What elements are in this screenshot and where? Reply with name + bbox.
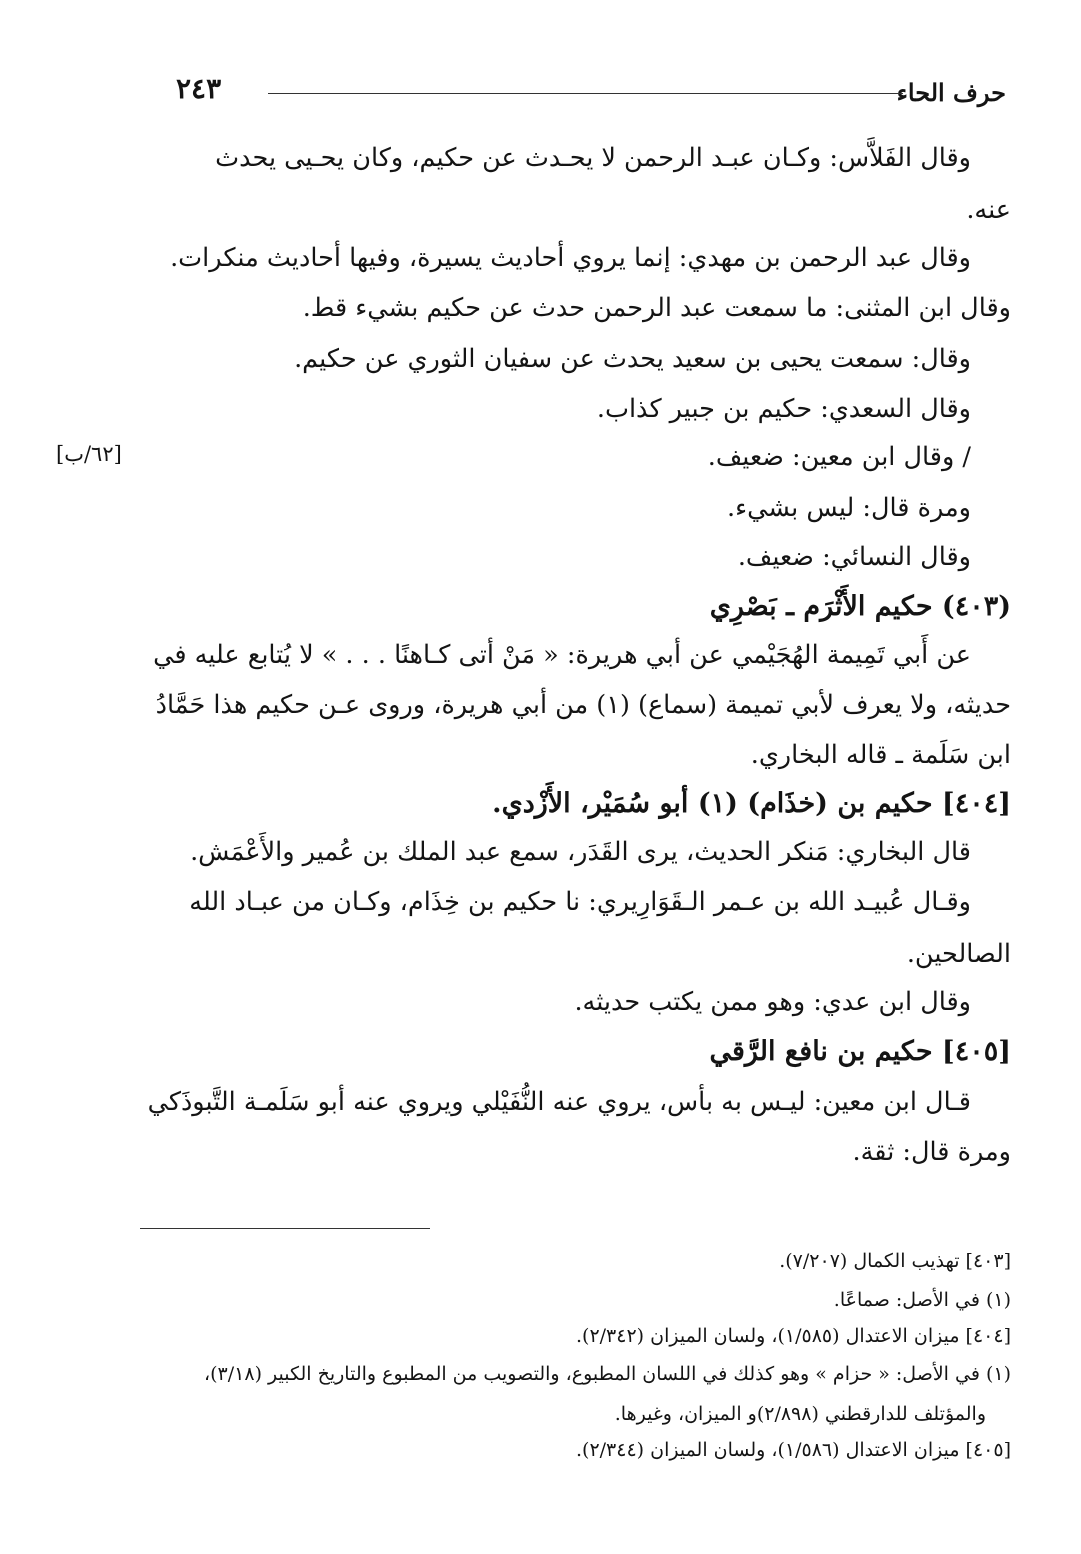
text-line: وقال الفَلاَّس: وكـان عبـد الرحمن لا يحـدث عن حكيم، وكان يحـيى يحدث (215, 143, 971, 173)
page-number: ٢٤٣ (176, 72, 222, 105)
text-line: ابن سَلَمة ـ قاله البخاري. (750, 740, 1011, 770)
entry-heading-404: [٤٠٤] حكيم بن (خذَام) (١) أبو سُمَيْر، الأَزْدي. (492, 788, 1011, 819)
entry-heading-405: [٤٠٥] حكيم بن نافع الرَّقي (709, 1036, 1011, 1067)
text-line: وقال النسائي: ضعيف. (737, 542, 971, 572)
text-line: الصالحين. (906, 939, 1011, 969)
footnote: [٤٠٥] ميزان الاعتدال (١/٥٨٦)، ولسان الميزان (٢/٣٤٤). (575, 1439, 1011, 1461)
text-line: قـال ابن معين: ليـس به بأس، يروي عنه النُّفَيْلي ويروي عنه أبو سَلَمـة التَّبوذَكي (147, 1087, 971, 1117)
footnote: والمؤتلف للدارقطني (٢/٨٩٨)و الميزان، وغيرها. (614, 1403, 986, 1425)
text-line: ومرة قال: ليس بشيء. (727, 493, 971, 523)
entry-heading-403: (٤٠٣) حكيم الأَثْرَم ـ بَصْرِي (709, 591, 1011, 622)
text-line: قال البخاري: مَنكر الحديث، يرى القَدَر، سمع عبد الملك بن عُمير والأَعْمَش. (190, 837, 971, 867)
header-rule (268, 93, 903, 94)
text-line: عن أَبي تَمِيمة الهُجَيْمي عن أبي هريرة: « مَنْ أتى كـاهنًا . . . » لا يُتابع عليه في (153, 640, 971, 670)
footnote: [٤٠٣] تهذيب الكمال (٧/٢٠٧). (779, 1250, 1011, 1272)
margin-folio-note: [٦٢/ب] (56, 442, 122, 466)
running-header-title: حرف الحاء (896, 78, 1006, 107)
footnote: (١) في الأصل: صماعًا. (833, 1289, 1011, 1311)
text-line: عنه. (966, 195, 1011, 225)
text-line: وقال السعدي: حكيم بن جبير كذاب. (596, 394, 971, 424)
footnote: (١) في الأصل: « حزام » وهو كذلك في اللسان المطبوع، والتصويب من المطبوع والتاريخ الكبير (٣/١٨)، (204, 1363, 1011, 1385)
text-line: ومرة قال: ثقة. (852, 1137, 1011, 1167)
text-line: وقال ابن عدي: وهو ممن يكتب حديثه. (574, 987, 971, 1017)
text-line: وقال: سمعت يحيى بن سعيد يحدث عن سفيان الثوري عن حكيم. (294, 344, 971, 374)
footnote: [٤٠٤] ميزان الاعتدال (١/٥٨٥)، ولسان الميزان (٢/٣٤٢). (575, 1325, 1011, 1347)
footnote-rule (140, 1228, 430, 1229)
text-line: حديثه، ولا يعرف لأبي تميمة (سماع) (١) من أبي هريرة، وروى عـن حكيم هذا حَمَّادُ (155, 690, 1011, 720)
text-line: وقال ابن المثنى: ما سمعت عبد الرحمن حدث عن حكيم بشيء قط. (302, 293, 1011, 323)
text-line: وقـال عُبيـد الله بن عـمر الـقَوَارِيري: نا حكيم بن خِذَام، وكـان من عبـاد الله (189, 887, 971, 917)
text-line: / وقال ابن معين: ضعيف. (707, 442, 971, 472)
text-line: وقال عبد الرحمن بن مهدي: إنما يروي أحاديث يسيرة، وفيها أحاديث منكرات. (170, 243, 971, 273)
